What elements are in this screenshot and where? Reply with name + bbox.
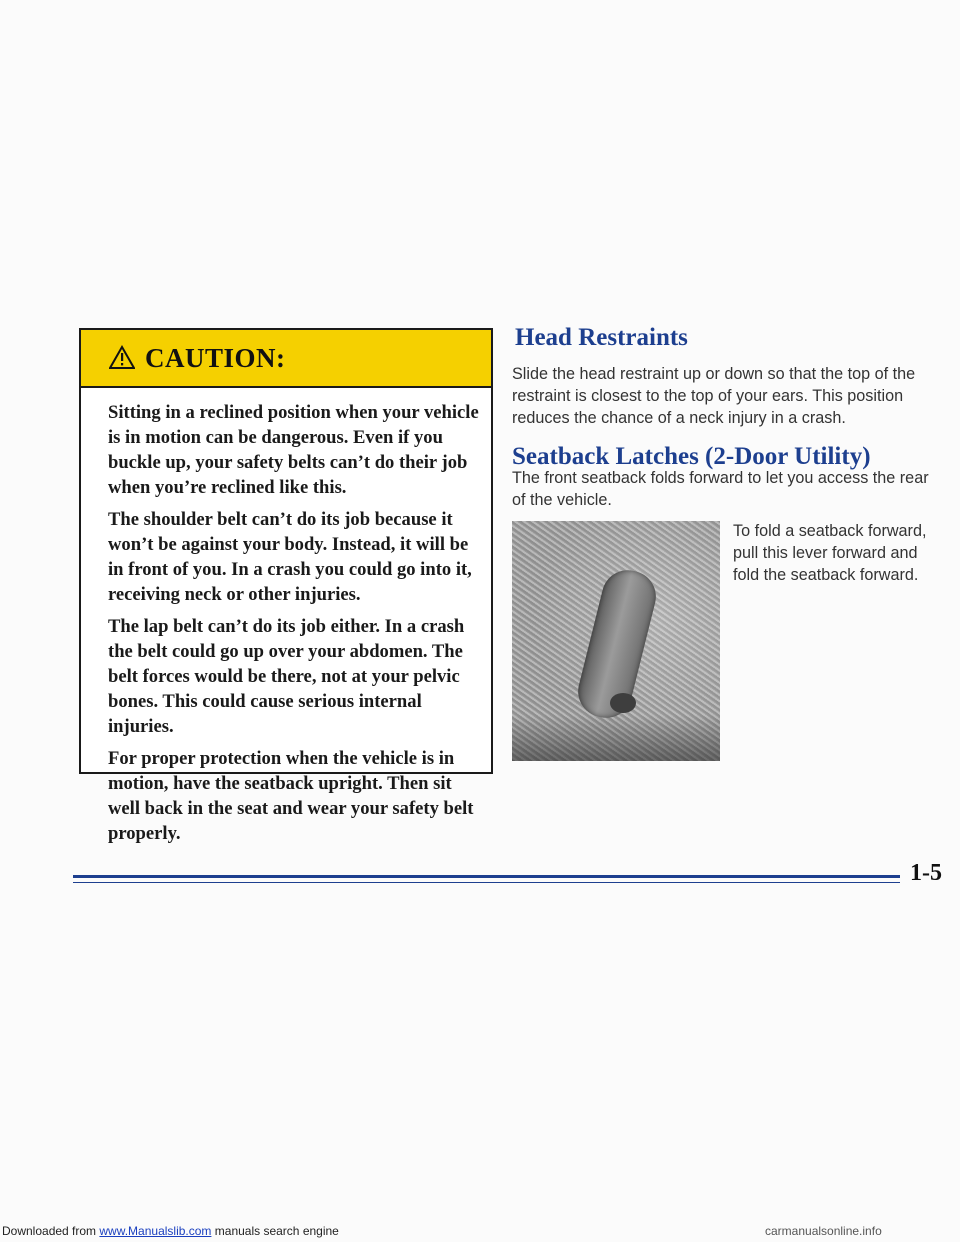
seatback-latches-text: The front seatback folds forward to let you access the rear of the vehicle.: [512, 469, 929, 509]
caution-paragraph: The lap belt can’t do its job either. In a crash the belt could go up over your abdomen. The belt forces would be there, not at your pelvic bones. This could cause serious internal injuries.: [108, 616, 465, 737]
head-restraints-text: Slide the head restraint up or down so that the top of the restraint is closest to the top of your ears. This position reduces the chance of a neck injury in a crash.: [512, 365, 916, 427]
head-restraints-heading: Head Restraints: [515, 324, 688, 351]
caution-paragraph: Sitting in a reclined position when your vehicle is in motion can be dangerous. Even if you buckle up, your safety belts can’t do their job when you’re reclined like this.: [108, 402, 479, 498]
caution-body: [108, 400, 488, 853]
watermark-suffix: manuals search engine: [211, 1224, 339, 1238]
seatback-latches-heading: Seatback Latches (2-Door Utility): [512, 443, 871, 470]
photo-shadow: [512, 715, 720, 761]
lever-knob: [610, 693, 636, 713]
footer-rule: [73, 875, 900, 878]
caution-box: [79, 328, 493, 844]
seatback-lever-photo: [512, 521, 720, 761]
photo-caption: To fold a seatback forward, pull this lever forward and fold the seatback forward.: [733, 522, 927, 584]
footer-rule-thin: [73, 882, 900, 883]
page-number: 1-5: [910, 860, 942, 886]
manualslib-link[interactable]: www.Manualslib.com: [99, 1224, 212, 1238]
site-watermark: carmanualsonline.info: [765, 1224, 882, 1238]
caution-paragraph: The shoulder belt can’t do its job because it won’t be against your body. Instead, it will be in front of you. In a crash you could go into it, receiving neck or other injuries.: [108, 509, 472, 605]
download-watermark: [2, 1224, 339, 1238]
caution-header: [81, 330, 491, 388]
caution-paragraph: For proper protection when the vehicle is in motion, have the seatback upright. Then sit well back in the seat and wear your safety belt properly.: [108, 748, 474, 844]
warning-triangle-icon: [109, 345, 135, 369]
caution-title: CAUTION:: [145, 343, 286, 373]
watermark-prefix: Downloaded from: [2, 1224, 100, 1238]
